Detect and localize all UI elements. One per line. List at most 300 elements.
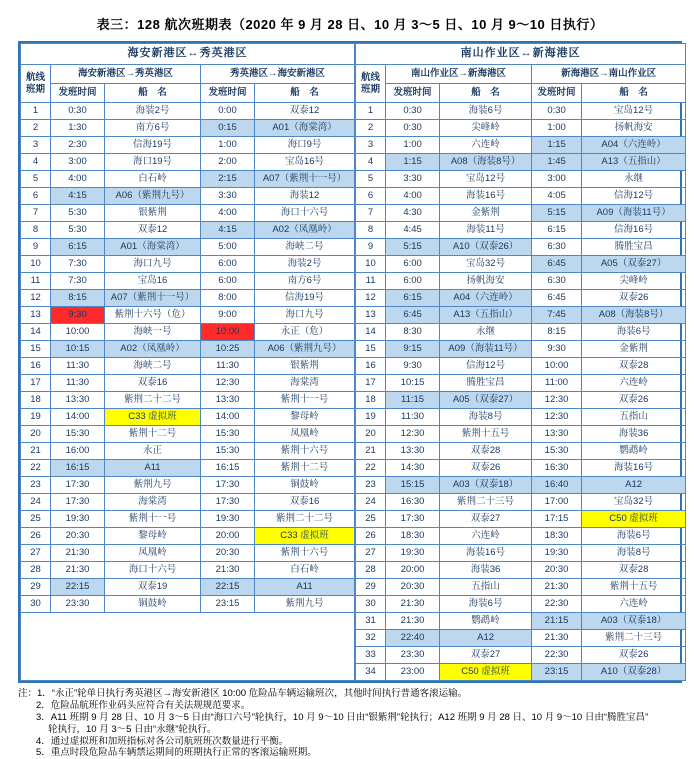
tables-container — [18, 41, 682, 683]
schedule-row — [21, 239, 355, 256]
left-table-body — [21, 103, 355, 681]
ship-name-2: C33 虚拟班 — [255, 528, 355, 545]
row-number: 21 — [21, 443, 51, 460]
ship-name-1: 海峡二号 — [105, 358, 201, 375]
ship-name-2: 海口九号 — [255, 307, 355, 324]
schedule-row — [356, 256, 686, 273]
ship-name-1: C50 虚拟班 — [440, 664, 532, 681]
depart-time-1: 6:00 — [386, 273, 440, 290]
depart-time-2: 6:45 — [532, 290, 582, 307]
depart-time-1: 9:15 — [386, 341, 440, 358]
row-number: 33 — [356, 647, 386, 664]
ship-name-2: A09（海装11号） — [582, 205, 686, 222]
depart-time-2: 22:15 — [201, 579, 255, 596]
note-line: 2．危险品航班作业码头应符合有关法规规范要求。 — [36, 699, 251, 711]
schedule-row — [356, 443, 686, 460]
row-number: 7 — [356, 205, 386, 222]
ship-name-2: 扬帆海安 — [582, 120, 686, 137]
depart-time-1: 16:30 — [386, 494, 440, 511]
depart-time-2: 1:00 — [201, 137, 255, 154]
depart-time-2: 17:00 — [532, 494, 582, 511]
depart-time-2: 23:15 — [532, 664, 582, 681]
right-schedule-table — [355, 43, 686, 681]
ship-name-1: 紫荆十二号 — [105, 426, 201, 443]
note-line: 轮执行，10 月 3～5 日由“永继”轮执行。 — [48, 723, 217, 735]
depart-time-2: 20:00 — [201, 528, 255, 545]
ship-name-1: 海口19号 — [105, 154, 201, 171]
schedule-row — [21, 256, 355, 273]
depart-time-2: 0:30 — [532, 103, 582, 120]
right-group-header: 南山作业区↔新海港区 — [356, 44, 686, 65]
schedule-row — [21, 443, 355, 460]
row-number: 13 — [356, 307, 386, 324]
ship-name-2: A07（紫荆十一号） — [255, 171, 355, 188]
schedule-label: 班期 — [361, 83, 381, 95]
ship-name-1: A07（紫荆十一号） — [105, 290, 201, 307]
schedule-row — [356, 528, 686, 545]
depart-time-1: 6:45 — [386, 307, 440, 324]
ship-name-1: 海装16号 — [440, 188, 532, 205]
ship-name-2: A05（双泰27） — [582, 256, 686, 273]
depart-time-2: 17:15 — [532, 511, 582, 528]
ship-name-2: 银紫荆 — [255, 358, 355, 375]
ship-name-2: A03（双泰18） — [582, 613, 686, 630]
ship-name-header: 船 名 — [440, 84, 532, 103]
ship-name-1: A02（凤凰岭） — [105, 341, 201, 358]
ship-name-2: A01（海棠湾） — [255, 120, 355, 137]
ship-name-2: 海口十六号 — [255, 205, 355, 222]
ship-name-1: 海装16号 — [440, 545, 532, 562]
row-number: 26 — [21, 528, 51, 545]
ship-name-2: 尖峰岭 — [582, 273, 686, 290]
note-line: 注：1．“永正”轮单日执行秀英港区→海安新港区 10:00 危险品车辆运输班次，其他时间执行普通客滚运输。 — [18, 688, 468, 699]
ship-name-1: 紫荆十一号 — [105, 511, 201, 528]
ship-name-2: 双泰28 — [582, 358, 686, 375]
ship-name-1: A01（海棠湾） — [105, 239, 201, 256]
depart-time-2: 22:30 — [532, 596, 582, 613]
ship-name-2: A08（海装8号） — [582, 307, 686, 324]
ship-name-2: 宝岛32号 — [582, 494, 686, 511]
schedule-row — [21, 171, 355, 188]
ship-name-1: 海装36 — [440, 562, 532, 579]
depart-time-1: 21:30 — [386, 596, 440, 613]
row-number: 14 — [21, 324, 51, 341]
depart-time-2: 1:00 — [532, 120, 582, 137]
ship-name-2: 海装16号 — [582, 460, 686, 477]
ship-name-1: 五指山 — [440, 579, 532, 596]
ship-name-2: 紫荆十一号 — [255, 392, 355, 409]
row-number: 8 — [356, 222, 386, 239]
ship-name-2: 双泰28 — [582, 562, 686, 579]
schedule-row — [356, 324, 686, 341]
depart-time-1: 5:30 — [51, 205, 105, 222]
schedule-row — [356, 494, 686, 511]
depart-time-1: 11:30 — [386, 409, 440, 426]
schedule-row — [356, 426, 686, 443]
ship-name-1: 铜鼓岭 — [105, 596, 201, 613]
ship-name-2: 双泰26 — [582, 392, 686, 409]
depart-time-1: 11:15 — [386, 392, 440, 409]
depart-time-1: 11:30 — [51, 358, 105, 375]
depart-time-1: 13:30 — [386, 443, 440, 460]
depart-time-2: 5:15 — [532, 205, 582, 222]
ship-name-1: A04（六连岭） — [440, 290, 532, 307]
depart-time-1: 15:15 — [386, 477, 440, 494]
depart-time-1: 16:00 — [51, 443, 105, 460]
row-number: 2 — [21, 120, 51, 137]
schedule-row — [21, 341, 355, 358]
depart-time-2: 3:00 — [532, 171, 582, 188]
schedule-row — [356, 613, 686, 630]
depart-time-1: 17:30 — [51, 494, 105, 511]
schedule-row — [356, 307, 686, 324]
ship-name-2: 信海12号 — [582, 188, 686, 205]
ship-name-2: 南方6号 — [255, 273, 355, 290]
depart-time-1: 22:40 — [386, 630, 440, 647]
note-line: 3．A11 班期 9 月 28 日、10 月 3～5 日由“海口六号”轮执行，10 月 9～10 日由“银紫荆”轮执行；A12 班期 9 月 28 日、10 月 9～10 日由“腾胜宝昌” — [36, 711, 649, 723]
ship-name-2: 永继 — [582, 171, 686, 188]
ship-name-1: 海装6号 — [440, 596, 532, 613]
ship-name-2: 双泰16 — [255, 494, 355, 511]
depart-time-header: 发班时间 — [532, 84, 582, 103]
row-number: 6 — [356, 188, 386, 205]
row-number: 16 — [356, 358, 386, 375]
depart-time-2: 12:30 — [532, 409, 582, 426]
schedule-row — [21, 307, 355, 324]
schedule-row — [21, 579, 355, 596]
depart-time-2: 8:15 — [532, 324, 582, 341]
schedule-row — [21, 222, 355, 239]
row-number: 31 — [356, 613, 386, 630]
depart-time-1: 20:00 — [386, 562, 440, 579]
row-number: 4 — [21, 154, 51, 171]
depart-time-1: 1:30 — [51, 120, 105, 137]
schedule-row — [21, 562, 355, 579]
ship-name-1: 紫荆九号 — [105, 477, 201, 494]
schedule-row — [356, 545, 686, 562]
row-number: 28 — [21, 562, 51, 579]
row-number: 19 — [356, 409, 386, 426]
ship-name-2: A02（凤凰岭） — [255, 222, 355, 239]
depart-time-2: 2:00 — [201, 154, 255, 171]
ship-name-1: A09（海装11号） — [440, 341, 532, 358]
ship-name-1: 腾胜宝昌 — [440, 375, 532, 392]
depart-time-1: 19:30 — [51, 511, 105, 528]
depart-time-2: 14:00 — [201, 409, 255, 426]
right-direction1-header: 南山作业区→新海港区 — [386, 65, 532, 84]
row-number: 10 — [21, 256, 51, 273]
schedule-row — [21, 511, 355, 528]
ship-name-1: 紫荆二十二号 — [105, 392, 201, 409]
ship-name-2: A11 — [255, 579, 355, 596]
schedule-row — [356, 120, 686, 137]
depart-time-1: 6:00 — [386, 256, 440, 273]
schedule-row — [21, 358, 355, 375]
ship-name-1: 宝岛16 — [105, 273, 201, 290]
ship-name-1: 六连岭 — [440, 137, 532, 154]
depart-time-2: 17:30 — [201, 494, 255, 511]
right-direction2-header: 新海港区→南山作业区 — [532, 65, 686, 84]
ship-name-1: 紫荆十五号 — [440, 426, 532, 443]
ship-name-1: A06（紫荆九号） — [105, 188, 201, 205]
depart-time-2: 11:30 — [201, 358, 255, 375]
schedule-row — [21, 545, 355, 562]
row-number: 20 — [21, 426, 51, 443]
ship-name-2: 白石岭 — [255, 562, 355, 579]
left-group-header: 海安新港区↔秀英港区 — [21, 44, 355, 65]
ship-name-1: 永正 — [105, 443, 201, 460]
depart-time-header: 发班时间 — [386, 84, 440, 103]
ship-name-1: 双泰27 — [440, 647, 532, 664]
depart-time-1: 23:30 — [386, 647, 440, 664]
ship-name-2: 海装12 — [255, 188, 355, 205]
depart-time-1: 14:30 — [386, 460, 440, 477]
left-schedule-table — [20, 43, 355, 681]
depart-time-1: 7:30 — [51, 273, 105, 290]
ship-name-1: 海装6号 — [440, 103, 532, 120]
depart-time-2: 19:30 — [532, 545, 582, 562]
ship-name-1: A12 — [440, 630, 532, 647]
ship-name-1: A03（双泰18） — [440, 477, 532, 494]
row-number: 25 — [21, 511, 51, 528]
depart-time-2: 12:30 — [201, 375, 255, 392]
ship-name-2: 黎母岭 — [255, 409, 355, 426]
depart-time-2: 6:00 — [201, 273, 255, 290]
ship-name-2: 信海19号 — [255, 290, 355, 307]
depart-time-1: 22:15 — [51, 579, 105, 596]
row-number: 8 — [21, 222, 51, 239]
depart-time-2: 6:45 — [532, 256, 582, 273]
row-number: 19 — [21, 409, 51, 426]
row-number: 24 — [356, 494, 386, 511]
row-number: 15 — [356, 341, 386, 358]
ship-name-header: 船 名 — [582, 84, 686, 103]
schedule-row — [356, 392, 686, 409]
depart-time-2: 7:45 — [532, 307, 582, 324]
ship-name-2: 紫荆九号 — [255, 596, 355, 613]
schedule-row — [356, 222, 686, 239]
route-schedule-header — [356, 65, 386, 103]
ship-name-1: 宝岛12号 — [440, 171, 532, 188]
ship-name-2: 双泰26 — [582, 647, 686, 664]
ship-name-2: 紫荆二十二号 — [255, 511, 355, 528]
ship-name-2: 紫荆十五号 — [582, 579, 686, 596]
schedule-row — [356, 154, 686, 171]
row-number: 3 — [356, 137, 386, 154]
schedule-row — [21, 528, 355, 545]
schedule-row — [21, 324, 355, 341]
depart-time-1: 10:15 — [386, 375, 440, 392]
ship-name-1: C33 虚拟班 — [105, 409, 201, 426]
row-number: 21 — [356, 443, 386, 460]
depart-time-2: 10:00 — [532, 358, 582, 375]
ship-name-1: A08（海装8号） — [440, 154, 532, 171]
ship-name-2: 海装2号 — [255, 256, 355, 273]
depart-time-1: 6:15 — [386, 290, 440, 307]
schedule-row — [356, 103, 686, 120]
row-number: 5 — [21, 171, 51, 188]
schedule-row — [21, 103, 355, 120]
depart-time-1: 11:30 — [51, 375, 105, 392]
depart-time-1: 4:15 — [51, 188, 105, 205]
ship-name-2: 凤凰岭 — [255, 426, 355, 443]
ship-name-2: 海装6号 — [582, 528, 686, 545]
depart-time-1: 1:15 — [386, 154, 440, 171]
schedule-row — [356, 358, 686, 375]
route-label: 航线 — [25, 71, 45, 83]
depart-time-2: 9:30 — [532, 341, 582, 358]
schedule-row — [21, 596, 355, 613]
ship-name-2: 海装8号 — [582, 545, 686, 562]
ship-name-1: A13（五指山） — [440, 307, 532, 324]
ship-name-1: 六连岭 — [440, 528, 532, 545]
ship-name-1: 白石岭 — [105, 171, 201, 188]
ship-name-2: 海峡二号 — [255, 239, 355, 256]
row-number: 14 — [356, 324, 386, 341]
row-number: 11 — [21, 273, 51, 290]
depart-time-2: 18:30 — [532, 528, 582, 545]
row-number: 1 — [21, 103, 51, 120]
depart-time-1: 5:30 — [51, 222, 105, 239]
ship-name-2: A04（六连岭） — [582, 137, 686, 154]
row-number: 23 — [356, 477, 386, 494]
schedule-row — [356, 460, 686, 477]
depart-time-2: 0:15 — [201, 120, 255, 137]
schedule-row — [21, 494, 355, 511]
ship-name-2: 腾胜宝昌 — [582, 239, 686, 256]
ship-name-1: 信海12号 — [440, 358, 532, 375]
ship-name-2: 双泰26 — [582, 290, 686, 307]
left-direction1-header: 海安新港区→秀英港区 — [51, 65, 201, 84]
row-number: 27 — [356, 545, 386, 562]
row-number: 32 — [356, 630, 386, 647]
depart-time-2: 20:30 — [532, 562, 582, 579]
row-number: 28 — [356, 562, 386, 579]
ship-name-2: 海装6号 — [582, 324, 686, 341]
ship-name-2: A10（双泰28） — [582, 664, 686, 681]
page-title: 表三：128 航次班期表（2020 年 9 月 28 日、10 月 3～5 日、10 月 9～10 日执行） — [96, 17, 604, 32]
ship-name-1: 凤凰岭 — [105, 545, 201, 562]
ship-name-1: 永继 — [440, 324, 532, 341]
ship-name-1: 紫荆十六号（危） — [105, 307, 201, 324]
depart-time-2: 6:30 — [532, 273, 582, 290]
depart-time-2: 3:30 — [201, 188, 255, 205]
ship-name-header: 船 名 — [255, 84, 355, 103]
right-table-body — [356, 103, 686, 681]
ship-name-1: A11 — [105, 460, 201, 477]
ship-name-1: 双泰27 — [440, 511, 532, 528]
depart-time-1: 21:30 — [51, 562, 105, 579]
ship-name-1: 海口十六号 — [105, 562, 201, 579]
depart-time-1: 17:30 — [51, 477, 105, 494]
row-number: 20 — [356, 426, 386, 443]
ship-name-1: 信海19号 — [105, 137, 201, 154]
ship-name-1: 双泰28 — [440, 443, 532, 460]
ship-name-2: 海装36 — [582, 426, 686, 443]
ship-name-2: A12 — [582, 477, 686, 494]
depart-time-1: 6:15 — [51, 239, 105, 256]
schedule-row — [21, 290, 355, 307]
schedule-row — [356, 239, 686, 256]
depart-time-1: 23:30 — [51, 596, 105, 613]
depart-time-2: 6:00 — [201, 256, 255, 273]
ship-name-1: 银紫荆 — [105, 205, 201, 222]
schedule-row — [356, 630, 686, 647]
ship-name-1: 海棠湾 — [105, 494, 201, 511]
row-number: 29 — [356, 579, 386, 596]
depart-time-2: 22:30 — [532, 647, 582, 664]
depart-time-1: 14:00 — [51, 409, 105, 426]
schedule-row — [356, 375, 686, 392]
row-number: 15 — [21, 341, 51, 358]
depart-time-2: 0:00 — [201, 103, 255, 120]
depart-time-1: 18:30 — [386, 528, 440, 545]
schedule-row — [21, 392, 355, 409]
depart-time-1: 23:00 — [386, 664, 440, 681]
depart-time-1: 8:30 — [386, 324, 440, 341]
ship-name-1: A10（双泰26） — [440, 239, 532, 256]
depart-time-1: 9:30 — [386, 358, 440, 375]
depart-time-1: 17:30 — [386, 511, 440, 528]
schedule-row — [356, 409, 686, 426]
ship-name-1: 黎母岭 — [105, 528, 201, 545]
depart-time-2: 23:15 — [201, 596, 255, 613]
depart-time-2: 5:00 — [201, 239, 255, 256]
schedule-row — [356, 171, 686, 188]
ship-name-2: 铜鼓岭 — [255, 477, 355, 494]
depart-time-1: 10:15 — [51, 341, 105, 358]
ship-name-2: A13（五指山） — [582, 154, 686, 171]
ship-name-2: 信海16号 — [582, 222, 686, 239]
schedule-row — [21, 460, 355, 477]
depart-time-1: 0:30 — [386, 120, 440, 137]
row-number: 9 — [356, 239, 386, 256]
ship-name-1: 紫荆二十三号 — [440, 494, 532, 511]
schedule-row — [21, 154, 355, 171]
schedule-row — [21, 375, 355, 392]
schedule-row — [356, 647, 686, 664]
note-line: 5．重点时段危险品车辆禁运期间的班期执行正常的客滚运输班期。 — [36, 747, 317, 759]
depart-time-1: 0:30 — [51, 103, 105, 120]
ship-name-1: 金紫荆 — [440, 205, 532, 222]
note-line: 4．通过虚拟班和加班指标对各公司航班班次数量进行平衡。 — [36, 735, 289, 747]
ship-name-2: 紫荆十六号 — [255, 545, 355, 562]
schedule-row — [356, 477, 686, 494]
depart-time-2: 13:30 — [201, 392, 255, 409]
row-number: 17 — [21, 375, 51, 392]
depart-time-2: 21:30 — [532, 630, 582, 647]
ship-name-2: 双泰12 — [255, 103, 355, 120]
depart-time-2: 10:25 — [201, 341, 255, 358]
ship-name-1: 双泰19 — [105, 579, 201, 596]
depart-time-2: 2:15 — [201, 171, 255, 188]
row-number: 23 — [21, 477, 51, 494]
depart-time-1: 7:30 — [51, 256, 105, 273]
ship-name-2: 宝岛16号 — [255, 154, 355, 171]
row-number: 2 — [356, 120, 386, 137]
depart-time-1: 2:30 — [51, 137, 105, 154]
route-schedule-header — [21, 65, 51, 103]
ship-name-1: 南方6号 — [105, 120, 201, 137]
row-number: 13 — [21, 307, 51, 324]
depart-time-1: 4:00 — [51, 171, 105, 188]
row-number: 7 — [21, 205, 51, 222]
row-number: 12 — [356, 290, 386, 307]
row-number: 18 — [21, 392, 51, 409]
ship-name-2: 五指山 — [582, 409, 686, 426]
row-number: 4 — [356, 154, 386, 171]
depart-time-header: 发班时间 — [201, 84, 255, 103]
